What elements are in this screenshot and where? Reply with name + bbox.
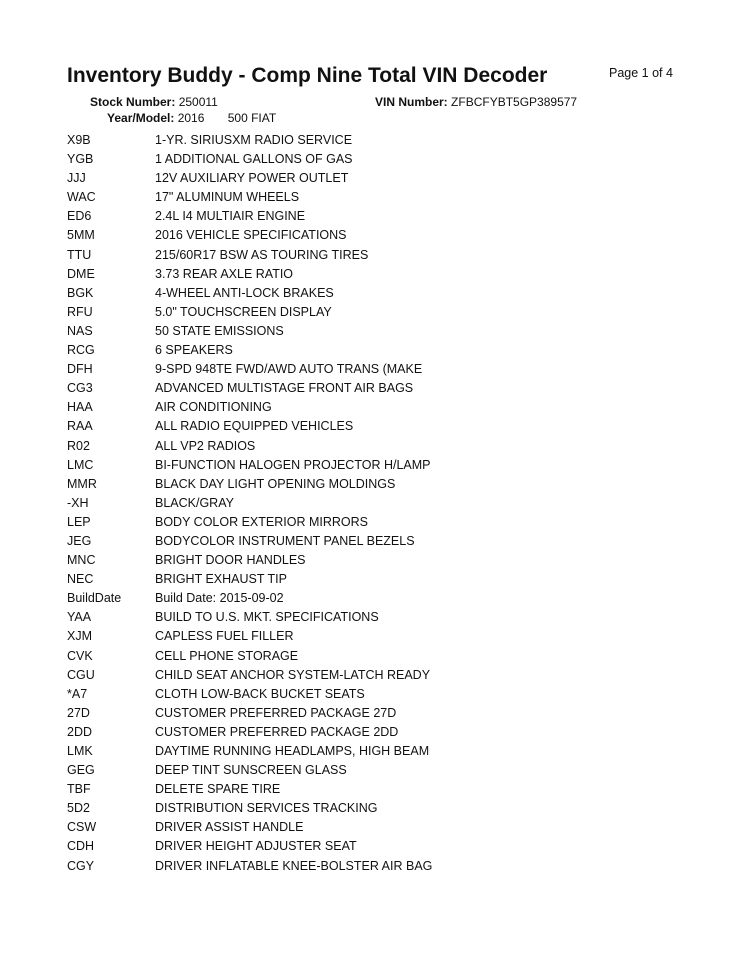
option-code: RAA: [67, 419, 93, 434]
option-description: ALL VP2 RADIOS: [155, 438, 256, 453]
list-item: [67, 608, 707, 627]
option-description: BI-FUNCTION HALOGEN PROJECTOR H/LAMP: [155, 457, 431, 472]
list-item: [67, 265, 707, 284]
option-description: BRIGHT DOOR HANDLES: [155, 553, 306, 568]
list-item: [67, 169, 707, 188]
stock-number-label: Stock Number:: [90, 95, 176, 109]
option-code: GEG: [67, 763, 95, 778]
list-item: [67, 360, 707, 379]
option-description: CUSTOMER PREFERRED PACKAGE 2DD: [155, 724, 399, 739]
option-description: 5.0" TOUCHSCREEN DISPLAY: [155, 304, 332, 319]
option-description: 215/60R17 BSW AS TOURING TIRES: [155, 247, 369, 262]
option-code: DME: [67, 266, 95, 281]
option-description: DELETE SPARE TIRE: [155, 782, 281, 797]
option-code: NEC: [67, 572, 94, 587]
list-item: [67, 246, 707, 265]
list-item: [67, 799, 707, 818]
option-code: JEG: [67, 533, 92, 548]
option-description: DISTRIBUTION SERVICES TRACKING: [155, 801, 378, 816]
list-item: [67, 150, 707, 169]
option-code: R02: [67, 438, 90, 453]
list-item: [67, 417, 707, 436]
option-code: *A7: [67, 686, 88, 701]
option-description: CELL PHONE STORAGE: [155, 648, 299, 663]
list-item: [67, 589, 707, 608]
option-code: CGY: [67, 858, 95, 873]
option-code: 27D: [67, 705, 90, 720]
option-code: CSW: [67, 820, 97, 835]
list-item: [67, 647, 707, 666]
list-item: [67, 704, 707, 723]
list-item: [67, 551, 707, 570]
option-description: DRIVER HEIGHT ADJUSTER SEAT: [155, 839, 357, 854]
option-code: 5D2: [67, 801, 90, 816]
option-description: 9-SPD 948TE FWD/AWD AUTO TRANS (MAKE: [155, 362, 423, 377]
option-code: LEP: [67, 514, 91, 529]
option-description: Build Date: 2015-09-02: [155, 591, 284, 606]
option-description: CAPLESS FUEL FILLER: [155, 629, 294, 644]
list-item: [67, 207, 707, 226]
option-code: DFH: [67, 362, 93, 377]
list-item: [67, 188, 707, 207]
list-item: [67, 513, 707, 532]
list-item: [67, 379, 707, 398]
option-description: CHILD SEAT ANCHOR SYSTEM-LATCH READY: [155, 667, 431, 682]
list-item: [67, 532, 707, 551]
option-code: MMR: [67, 476, 97, 491]
option-code: XJM: [67, 629, 92, 644]
list-item: [67, 666, 707, 685]
option-description: BODY COLOR EXTERIOR MIRRORS: [155, 514, 368, 529]
list-item: [67, 131, 707, 150]
option-code: LMC: [67, 457, 94, 472]
year-model: [107, 111, 276, 125]
option-code: HAA: [67, 400, 93, 415]
vin-number-value: ZFBCFYBT5GP389577: [451, 95, 578, 109]
option-code: CGU: [67, 667, 95, 682]
list-item: [67, 761, 707, 780]
list-item: [67, 322, 707, 341]
option-code: TBF: [67, 782, 91, 797]
option-description: 4-WHEEL ANTI-LOCK BRAKES: [155, 285, 334, 300]
option-code: CG3: [67, 381, 93, 396]
option-description: DEEP TINT SUNSCREEN GLASS: [155, 763, 347, 778]
option-code: ED6: [67, 209, 92, 224]
option-description: 50 STATE EMISSIONS: [155, 323, 284, 338]
list-item: [67, 303, 707, 322]
model-value: 500 FIAT: [227, 111, 277, 125]
option-description: BRIGHT EXHAUST TIP: [155, 572, 287, 587]
option-description: 1 ADDITIONAL GALLONS OF GAS: [155, 152, 353, 167]
list-item: [67, 226, 707, 245]
list-item: [67, 437, 707, 456]
option-description: DRIVER INFLATABLE KNEE-BOLSTER AIR BAG: [155, 858, 433, 873]
option-description: 2.4L I4 MULTIAIR ENGINE: [155, 209, 306, 224]
list-item: [67, 780, 707, 799]
option-description: AIR CONDITIONING: [155, 400, 272, 415]
option-code: -XH: [67, 495, 89, 510]
option-code: MNC: [67, 553, 96, 568]
list-item: [67, 723, 707, 742]
list-item: [67, 284, 707, 303]
option-code: YAA: [67, 610, 92, 625]
list-item: [67, 627, 707, 646]
option-code: NAS: [67, 323, 93, 338]
option-description: 1-YR. SIRIUSXM RADIO SERVICE: [155, 133, 353, 147]
list-item: [67, 857, 707, 876]
option-code: WAC: [67, 190, 96, 205]
list-item: [67, 494, 707, 513]
year-model-label: Year/Model:: [107, 111, 175, 125]
page-title: Inventory Buddy - Comp Nine Total VIN Decoder: [67, 64, 548, 87]
option-code: 5MM: [67, 228, 95, 243]
option-description: 2016 VEHICLE SPECIFICATIONS: [155, 228, 347, 243]
option-code: RFU: [67, 304, 93, 319]
option-description: BODYCOLOR INSTRUMENT PANEL BEZELS: [155, 533, 415, 548]
option-description: BLACK/GRAY: [155, 495, 234, 510]
option-code: BGK: [67, 285, 94, 300]
option-code: CDH: [67, 839, 95, 854]
option-code-list: [67, 131, 707, 876]
option-description: 6 SPEAKERS: [155, 343, 233, 358]
option-code: LMK: [67, 744, 93, 758]
option-code: X9B: [67, 133, 91, 147]
option-description: 12V AUXILIARY POWER OUTLET: [155, 171, 349, 186]
option-description: DRIVER ASSIST HANDLE: [155, 820, 304, 835]
stock-number-value: 250011: [178, 95, 218, 109]
option-code: BuildDate: [67, 591, 122, 606]
list-item: [67, 837, 707, 856]
option-description: 3.73 REAR AXLE RATIO: [155, 266, 294, 281]
vin-number-label: VIN Number:: [375, 95, 448, 109]
list-item: [67, 570, 707, 589]
option-description: DAYTIME RUNNING HEADLAMPS, HIGH BEAM: [155, 744, 430, 758]
list-item: [67, 456, 707, 475]
option-description: CLOTH LOW-BACK BUCKET SEATS: [155, 686, 365, 701]
list-item: [67, 685, 707, 704]
option-description: CUSTOMER PREFERRED PACKAGE 27D: [155, 705, 397, 720]
list-item: [67, 818, 707, 837]
list-item: [67, 475, 707, 494]
vin-number: [375, 95, 577, 109]
year-value: 2016: [177, 111, 205, 125]
stock-number: [90, 95, 218, 109]
list-item: [67, 341, 707, 360]
option-code: JJJ: [67, 171, 86, 186]
option-description: ALL RADIO EQUIPPED VEHICLES: [155, 419, 354, 434]
page-number: Page 1 of 4: [609, 66, 673, 80]
list-item: [67, 742, 707, 761]
option-code: TTU: [67, 247, 92, 262]
option-code: 2DD: [67, 724, 93, 739]
option-description: BUILD TO U.S. MKT. SPECIFICATIONS: [155, 610, 379, 625]
list-item: [67, 398, 707, 417]
option-description: ADVANCED MULTISTAGE FRONT AIR BAGS: [155, 381, 414, 396]
option-description: 17" ALUMINUM WHEELS: [155, 190, 300, 205]
option-code: YGB: [67, 152, 94, 167]
option-description: BLACK DAY LIGHT OPENING MOLDINGS: [155, 476, 396, 491]
option-code: CVK: [67, 648, 93, 663]
option-code: RCG: [67, 343, 95, 358]
